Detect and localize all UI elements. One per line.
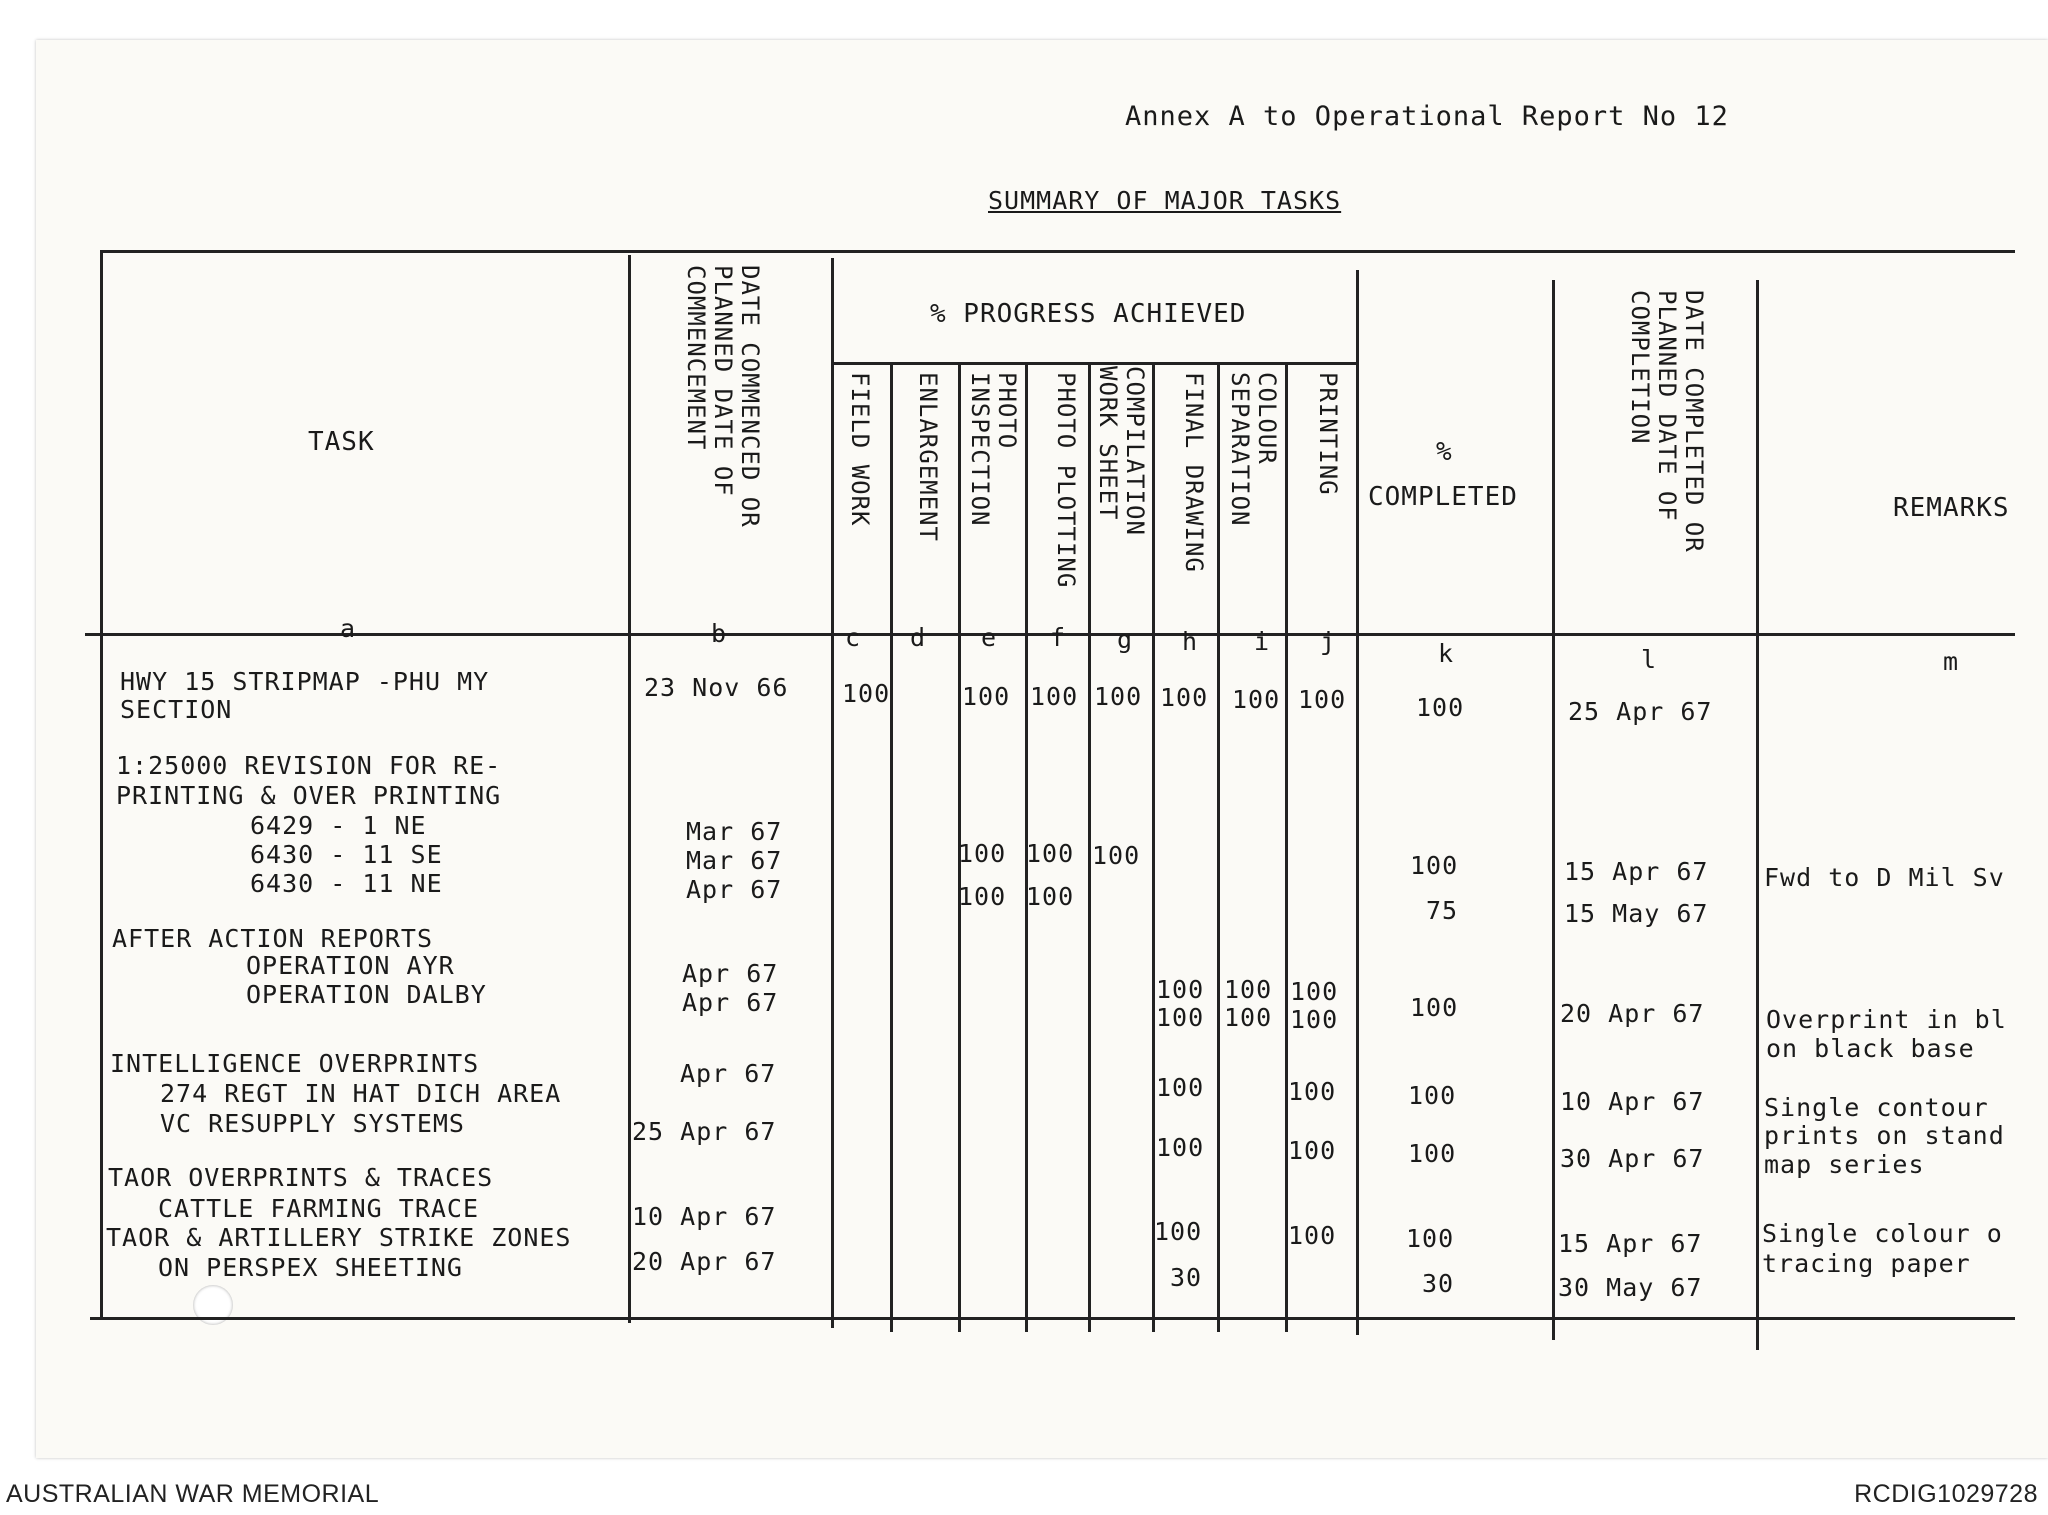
header-compilation-work-sheet: COMPILATION WORK SHEET [1094,366,1149,536]
task-sub-item: 274 REGT IN HAT DICH AREA [160,1079,562,1108]
header-colour-separation: COLOUR SEPARATION [1226,372,1281,527]
date-completed: 25 Apr 67 [1568,697,1713,726]
progress-value: 100 [1288,1136,1337,1165]
column-letter: c [845,623,862,652]
progress-value: 100 [1026,839,1075,868]
progress-value: 100 [1156,1003,1205,1032]
header-photo-inspection: PHOTO INSPECTION [966,372,1021,527]
percent-completed: 30 [1422,1269,1455,1298]
date-commenced: Apr 67 [682,959,779,988]
column-letter: j [1320,627,1337,656]
date-completed: 15 May 67 [1564,899,1709,928]
header-task: TASK [308,427,375,457]
column-letter: e [981,623,998,652]
progress-value: 100 [1298,685,1347,714]
remark: on black base [1766,1034,1975,1063]
date-completed: 10 Apr 67 [1560,1087,1705,1116]
header-field-work: FIELD WORK [846,372,874,527]
header-progress-achieved: % PROGRESS ACHIEVED [930,299,1247,329]
percent-completed: 100 [1410,993,1459,1022]
task-row-3: AFTER ACTION REPORTS [112,924,434,953]
progress-value: 100 [842,679,891,708]
header-completed: COMPLETED [1368,482,1518,512]
header-date-commenced: DATE COMMENCED OR PLANNED DATE OF COMMENCEMENT [682,265,764,528]
task-sub-item: VC RESUPPLY SYSTEMS [160,1109,465,1138]
header-remarks: REMARKS [1893,493,2010,523]
column-letter: m [1943,647,1960,676]
remark: prints on stand [1764,1121,2005,1150]
header-printing: PRINTING [1314,372,1342,496]
progress-value: 100 [958,882,1007,911]
footer-source: AUSTRALIAN WAR MEMORIAL [6,1480,380,1508]
task-sub-item: 6430 - 11 NE [250,869,443,898]
percent-completed: 100 [1408,1081,1457,1110]
column-letter: g [1117,625,1134,654]
progress-value: 100 [1092,841,1141,870]
annex-heading: Annex A to Operational Report No 12 [1125,101,1729,132]
progress-value: 100 [1156,1073,1205,1102]
task-row-1: HWY 15 STRIPMAP -PHU MY [120,667,490,696]
column-letter: l [1641,645,1658,674]
progress-value: 100 [1156,1133,1205,1162]
progress-value: 100 [1030,682,1079,711]
date-commenced: 25 Apr 67 [632,1117,777,1146]
column-letter: f [1050,623,1067,652]
column-letter: h [1182,627,1199,656]
task-row-1-cont: SECTION [120,695,233,724]
task-sub-item: OPERATION AYR [246,951,455,980]
progress-value: 100 [1290,977,1339,1006]
date-completed: 30 May 67 [1558,1273,1703,1302]
progress-value: 30 [1170,1263,1203,1292]
task-sub-item: 6429 - 1 NE [250,811,427,840]
task-sub-item: OPERATION DALBY [246,980,487,1009]
progress-value: 100 [1232,685,1281,714]
progress-value: 100 [1290,1005,1339,1034]
date-commenced: Apr 67 [682,988,779,1017]
progress-value: 100 [1026,882,1075,911]
header-final-drawing: FINAL DRAWING [1180,372,1208,573]
footer-record-id: RCDIG1029728 [1854,1480,2038,1508]
column-letter: i [1254,627,1271,656]
task-row-2-cont: PRINTING & OVER PRINTING [116,781,502,810]
date-commenced: Mar 67 [686,817,783,846]
remark: tracing paper [1762,1249,1971,1278]
date-commenced: 23 Nov 66 [644,673,789,702]
date-commenced: 20 Apr 67 [632,1247,777,1276]
remark: Single colour o [1762,1219,2003,1248]
remark: Overprint in bl [1766,1005,2007,1034]
date-commenced: Mar 67 [686,846,783,875]
task-sub-item: TAOR & ARTILLERY STRIKE ZONES [106,1223,572,1252]
progress-value: 100 [1160,683,1209,712]
percent-completed: 75 [1426,896,1459,925]
task-sub-item: CATTLE FARMING TRACE [158,1194,480,1223]
task-row-5: TAOR OVERPRINTS & TRACES [108,1163,494,1192]
task-sub-item: ON PERSPEX SHEETING [158,1253,463,1282]
progress-value: 100 [1154,1217,1203,1246]
percent-completed: 100 [1416,693,1465,722]
progress-value: 100 [958,839,1007,868]
date-completed: 15 Apr 67 [1564,857,1709,886]
date-commenced: 10 Apr 67 [632,1202,777,1231]
page-title: SUMMARY OF MAJOR TASKS [988,186,1342,215]
task-sub-item: 6430 - 11 SE [250,840,443,869]
column-letter: d [910,623,927,652]
header-completed-percent: % [1436,437,1453,467]
remark: Single contour [1764,1093,1989,1122]
date-commenced: Apr 67 [686,875,783,904]
percent-completed: 100 [1408,1139,1457,1168]
date-commenced: Apr 67 [680,1059,777,1088]
column-letter: k [1438,639,1455,668]
progress-value: 100 [1156,975,1205,1004]
progress-value: 100 [1094,682,1143,711]
remark: map series [1764,1150,1925,1179]
progress-value: 100 [1224,975,1273,1004]
date-completed: 30 Apr 67 [1560,1144,1705,1173]
date-completed: 15 Apr 67 [1558,1229,1703,1258]
header-photo-plotting: PHOTO PLOTTING [1052,372,1080,589]
task-row-2: 1:25000 REVISION FOR RE- [116,751,502,780]
header-enlargement: ENLARGEMENT [914,372,942,542]
progress-value: 100 [1288,1077,1337,1106]
header-date-completed: DATE COMPLETED OR PLANNED DATE OF COMPLETION [1626,290,1708,553]
percent-completed: 100 [1406,1224,1455,1253]
date-completed: 20 Apr 67 [1560,999,1705,1028]
progress-value: 100 [1224,1003,1273,1032]
column-letter: a [340,614,357,643]
progress-value: 100 [962,682,1011,711]
column-letter: b [711,619,728,648]
task-row-4: INTELLIGENCE OVERPRINTS [110,1049,480,1078]
remark: Fwd to D Mil Sv [1764,863,2005,892]
progress-value: 100 [1288,1221,1337,1250]
percent-completed: 100 [1410,851,1459,880]
